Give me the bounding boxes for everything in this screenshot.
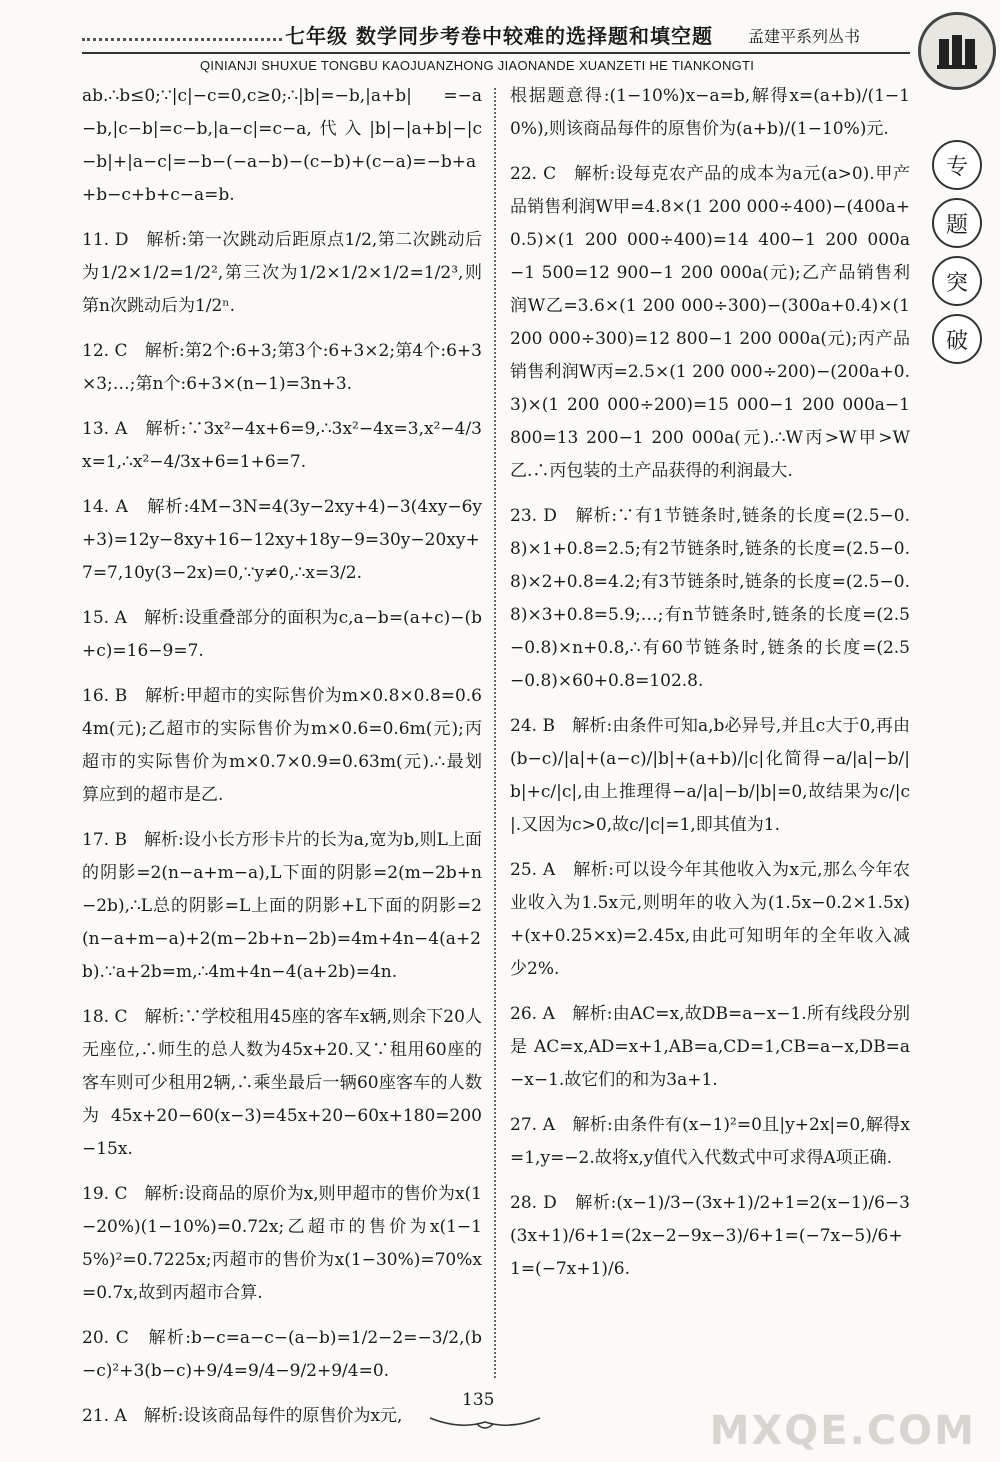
header-dotted-rule [82,38,282,41]
answer-12: 12. C 解析:第2个:6+3;第3个:6+3×2;第4个:6+3×3;…;第n个:6+3×(n−1)=3n+3. [82,341,482,394]
answer-continued: ab.∴b≤0;∵|c|−c=0,c≥0;∴|b|=−b,|a+b| =−a−b,|c−b|=c−b,|a−c|=c−a,代入|b|−|a+b|−|c−b|+|a−c|=−b−(−a−b)−(c−b)+(c−a)=−b+a+b−c+b+c−a=b. [82,86,482,205]
header-rule [82,52,910,54]
answer-21-continued: 根据题意得:(1−10%)x−a=b,解得x=(a+b)/(1−10%),则该商品每件的原售价为(a+b)/(1−10%)元. [510,86,910,139]
topic-sidebar [928,140,984,372]
answer-17: 17. B 解析:设小长方形卡片的长为a,宽为b,则L上面的阴影=2(n−a+m−a),L下面的阴影=2(m−2b+n−2b),∴L总的阴影=L上面的阴影+L下面的阴影=2(n−a+m−a)+2(m−2b+n−2b)=4m+4n−4(a+2b).∵a+2b=m,∴4m+4n−4(a+2b)=4n. [82,830,482,982]
answer-22: 22. C 解析:设每克农产品的成本为a元(a>0).甲产品销售利润W甲=4.8×(1 200 000÷400)−(400a+0.5)×(1 200 000÷400)=14 400−1 200 000a−1 500=12 900−1 200 000a(元);乙产品销售利润W乙=3.6×(1 200 000÷300)−(300a+0.4)×(1 200 000÷300)=12 800−1 200 000a(元);丙产品销售利润W丙=2.5×(1 200 000÷200)−(200a+0.3)×(1 200 000÷200)=15 000−1 200 000a−1 800=13 200−1 200 000a(元).∴W丙>W甲>W乙.∴丙包装的土产品获得的利润最大. [510,164,910,481]
answer-20: 20. C 解析:b−c=a−c−(a−b)=1/2−2=−3/2,(b−c)²+3(b−c)+9/4=9/4−9/2+9/4=0. [82,1328,482,1381]
sidebar-char: 突 [932,256,982,306]
column-divider [494,88,496,1378]
sidebar-char: 题 [932,198,982,248]
answer-21: 21. A 解析:设该商品每件的原售价为x元, [82,1406,403,1426]
footer-ornament-icon [425,1412,545,1432]
right-column [510,80,910,1286]
answer-14: 14. A 解析:4M−3N=4(3y−2xy+4)−3(4xy−6y+3)=12y−8xy+16−12xy+18y−9=30y−20xy+7=7,10y(3−2x)=0,∵y≠0,∴x=3/2. [82,497,482,583]
answer-23: 23. D 解析:∵有1节链条时,链条的长度=(2.5−0.8)×1+0.8=2.5;有2节链条时,链条的长度=(2.5−0.8)×2+0.8=4.2;有3节链条时,链条的长度=(2.5−0.8)×3+0.8=5.9;…;有n节链条时,链条的长度=(2.5−0.8)×n+0.8,∴有60节链条时,链条的长度=(2.5−0.8)×60+0.8=102.8. [510,506,910,691]
series-name: 孟建平系列丛书 [748,27,861,46]
watermark: MXQE.COM [709,1408,976,1454]
answer-15: 15. A 解析:设重叠部分的面积为c,a−b=(a+c)−(b+c)=16−9=7. [82,608,482,661]
answer-13: 13. A 解析:∵3x²−4x+6=9,∴3x²−4x=3,x²−4/3x=1,∴x²−4/3x+6=1+6=7. [82,419,482,472]
sidebar-char: 专 [932,140,982,190]
answer-26: 26. A 解析:由AC=x,故DB=a−x−1.所有线段分别是AC=x,AD=x+1,AB=a,CD=1,CB=a−x,DB=a−x−1.故它们的和为3a+1. [510,1004,910,1090]
answer-27: 27. A 解析:由条件有(x−1)²=0且|y+2x|=0,解得x=1,y=−2.故将x,y值代入代数式中可求得A项正确. [510,1115,910,1168]
title-pinyin: QINIANJI SHUXUE TONGBU KAOJUANZHONG JIAONANDE XUANZETI HE TIANKONGTI [200,58,755,73]
left-column [82,80,482,1433]
answer-28: 28. D 解析:(x−1)/3−(3x+1)/2+1=2(x−1)/6−3(3x+1)/6+1=(2x−2−9x−3)/6+1=(−7x−5)/6+1=(−7x+1)/6. [510,1193,910,1279]
answer-19: 19. C 解析:设商品的原价为x,则甲超市的售价为x(1−20%)(1−10%)=0.72x;乙超市的售价为x(1−15%)²=0.7225x;丙超市的售价为x(1−30%)=70%x=0.7x,故到丙超市合算. [82,1184,482,1303]
answer-18: 18. C 解析:∵学校租用45座的客车x辆,则余下20人无座位,∴师生的总人数为45x+20.又∵租用60座的客车则可少租用2辆,∴乘坐最后一辆60座客车的人数为45x+20−60(x−3)=45x+20−60x+180=200−15x. [82,1007,482,1159]
answer-16: 16. B 解析:甲超市的实际售价为m×0.8×0.8=0.64m(元);乙超市的实际售价为m×0.6=0.6m(元);丙超市的实际售价为m×0.7×0.9=0.63m(元).∴最划算应到的超市是乙. [82,686,482,805]
answer-24: 24. B 解析:由条件可知a,b必异号,并且c大于0,再由(b−c)/|a|+(a−c)/|b|+(a+b)/|c|化简得−a/|a|−b/|b|+c/|c|,由上推理得−a/|a|−b/|b|=0,故结果为c/|c|.又因为c>0,故c/|c|=1,即其值为1. [510,716,910,835]
answer-11: 11. D 解析:第一次跳动后距原点1/2,第二次跳动后为1/2×1/2=1/2²,第三次为1/2×1/2×1/2=1/2³,则第n次跳动后为1/2ⁿ. [82,230,482,316]
page-header [0,0,1000,80]
page-number: 135 [462,1390,495,1410]
book-title: 七年级 数学同步考卷中较难的选择题和填空题 [285,24,713,48]
answer-25: 25. A 解析:可以设今年其他收入为x元,那么今年农业收入为1.5x元,则明年的收入为(1.5x−0.2×1.5x)+(x+0.25×x)=2.45x,由此可知明年的全年收入减少2%. [510,860,910,979]
publisher-logo-icon [918,12,996,90]
sidebar-char: 破 [932,314,982,364]
